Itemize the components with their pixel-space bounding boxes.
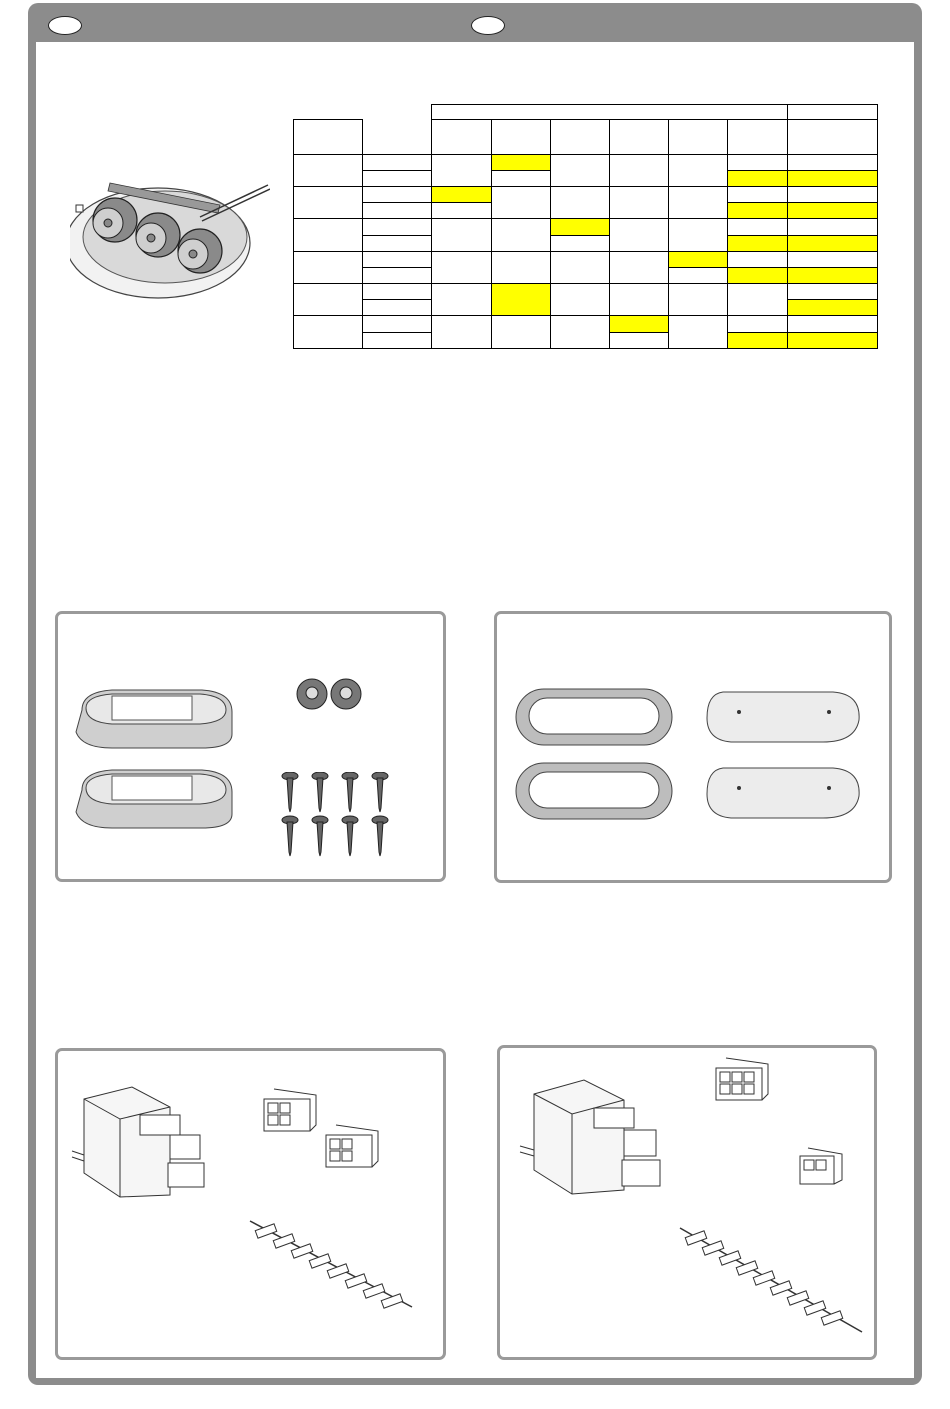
oval-marker-icon [48,16,82,35]
mounting-bezel-icon [72,682,237,752]
table-header-cell [294,120,363,154]
table-row [294,203,878,219]
table-row [294,219,878,235]
connector-plug-icon [316,1121,386,1173]
connector-plug-icon [254,1085,324,1137]
oval-gasket-icon [513,760,675,824]
gauge-icon [93,198,137,242]
table-row [294,251,878,267]
triple-gauge-pod-icon [70,165,270,305]
terminal-strip-icon [246,1217,416,1317]
table-row [294,332,878,348]
table-header-row [294,105,878,120]
kit-box-2 [494,611,892,883]
table-row [294,284,878,300]
kit-box-4 [497,1045,877,1360]
oval-plate-icon [703,686,863,746]
connector-plug-icon [796,1144,848,1190]
kit-box-3 [55,1048,446,1360]
table-row [294,170,878,186]
screw-icon [280,772,396,860]
kit-box-1 [55,611,446,882]
table-header-row [294,120,878,154]
table-row [294,267,878,283]
mounting-bezel-icon [72,762,237,832]
oval-plate-icon [703,762,863,822]
table-row [294,154,878,170]
table-header-cell [432,105,787,120]
connector-housing-icon [518,1078,668,1202]
rubber-grommet-icon [294,676,372,712]
table-row [294,235,878,251]
connector-housing-icon [70,1085,210,1205]
oval-gasket-icon [513,686,675,750]
gauge-icon [178,229,222,273]
oval-marker-icon [471,16,505,35]
spec-table [293,104,878,349]
table-row [294,316,878,332]
gauge-icon [136,213,180,257]
table-header-cell [787,105,877,120]
table-row [294,186,878,202]
terminal-strip-icon [676,1224,866,1342]
table-row [294,300,878,316]
connector-plug-icon [706,1054,776,1106]
